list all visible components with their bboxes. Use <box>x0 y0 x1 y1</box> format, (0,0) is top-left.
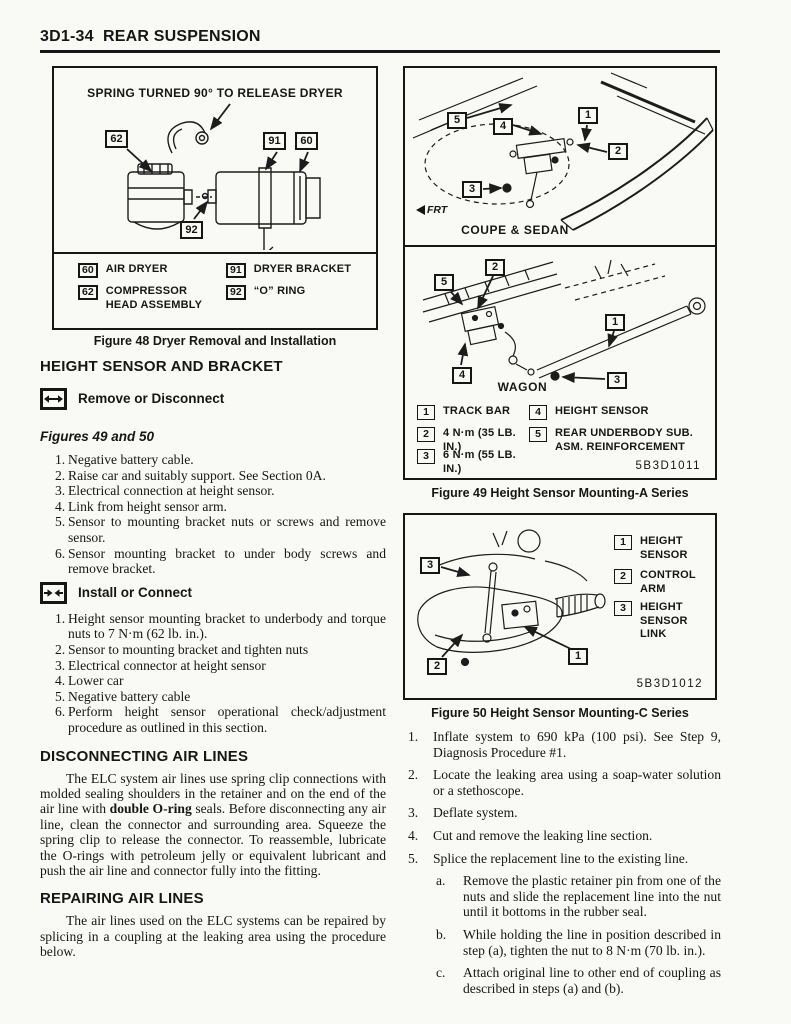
step-item: 5. Sensor to mounting bracket nuts or screws and remove sensor. <box>55 514 386 545</box>
wagon-label: WAGON <box>497 380 548 394</box>
step-item: 2. Sensor to mounting bracket and tighten nuts <box>55 641 309 657</box>
figure-50-caption: Figure 50 Height Sensor Mounting-C Series <box>431 706 689 720</box>
callout-coupe-5: 5 <box>447 112 467 129</box>
legend-item-torque-35: 2 4 N·m (35 LB. IN.) <box>417 427 535 454</box>
paragraph-text: seals. Before disconnecting any air line, clean the connector and surrounding area. Squeeze the spring clip to release the connector. To reassemble, lubricate the O-rings with petroleum jelly or equivalent lubricant and push the air line and connector fully into the fitting. <box>40 801 386 878</box>
figure-49-code: 5B3D1011 <box>635 460 701 472</box>
callout-c50-2: 2 <box>427 658 447 675</box>
legend-item-height-sensor-50: 1 HEIGHT SENSOR <box>614 535 714 562</box>
step-item: 1. Height sensor mounting bracket to underbody and torque nuts to 7 N·m (62 lb. in.). <box>55 610 386 642</box>
figure-48-legend-divider <box>54 252 376 254</box>
remove-steps-list <box>40 452 386 577</box>
callout-wagon-4: 4 <box>452 367 472 384</box>
callout-92: 92 <box>180 221 203 239</box>
page-header-title: 3D1-34 REAR SUSPENSION <box>40 28 261 45</box>
legend-item-torque-55: 3 6 N·m (55 LB. IN.) <box>417 449 535 476</box>
heading-disconnecting-air-lines: DISCONNECTING AIR LINES <box>40 747 249 765</box>
legend-item-dryer-bracket: 91 DRYER BRACKET <box>226 263 371 278</box>
callout-c50-3: 3 <box>420 557 440 574</box>
legend-box-91: 91 <box>226 263 246 278</box>
coupe-sedan-diagram <box>405 68 715 244</box>
disconnecting-paragraph <box>40 771 386 879</box>
callout-62: 62 <box>105 130 128 148</box>
callout-c50-1: 1 <box>568 648 588 665</box>
step-item: 6. Perform height sensor operational check/adjustment procedure as outlined in this section. <box>55 704 386 735</box>
remove-or-disconnect-row <box>40 388 386 410</box>
header-rule <box>40 50 720 53</box>
remove-disconnect-icon <box>40 388 67 410</box>
install-connect-label: Install or Connect <box>78 584 193 600</box>
coupe-sedan-label: COUPE & SEDAN <box>461 223 569 237</box>
callout-coupe-1: 1 <box>578 107 598 124</box>
step-item: 3. Electrical connector at height sensor <box>55 657 266 673</box>
paragraph-bold-text: double O-ring <box>109 801 192 817</box>
callout-wagon-3: 3 <box>607 372 627 389</box>
remove-disconnect-label: Remove or Disconnect <box>78 391 225 406</box>
callout-60: 60 <box>295 132 318 150</box>
legend-item-track-bar: 1 TRACK BAR <box>417 405 529 420</box>
left-column <box>40 358 386 960</box>
figure-49-section-divider <box>405 245 715 247</box>
callout-coupe-3: 3 <box>462 181 482 198</box>
legend-box-92: 92 <box>226 285 246 300</box>
legend-item-air-dryer: 60 AIR DRYER <box>78 263 218 278</box>
heading-repairing-air-lines: REPAIRING AIR LINES <box>40 890 204 908</box>
step-item: 2. Locate the leaking area using a soap-water solution or a stethoscope. <box>408 767 721 798</box>
callout-wagon-2: 2 <box>485 259 505 276</box>
legend-item-height-sensor: 4 HEIGHT SENSOR <box>529 405 704 420</box>
frt-arrow-icon <box>416 205 425 215</box>
heading-height-sensor-and-bracket: HEIGHT SENSOR AND BRACKET <box>40 358 283 375</box>
figures-reference: Figures 49 and 50 <box>40 429 155 444</box>
dryer-removal-diagram <box>54 68 375 250</box>
frt-marker <box>416 204 447 216</box>
callout-wagon-5: 5 <box>434 274 454 291</box>
legend-item-o-ring: 92 “O” RING <box>226 285 371 300</box>
substep-item: c. Attach original line to other end of coupling as described in steps (a) and (b). <box>436 965 721 996</box>
step-item: 4. Cut and remove the leaking line section. <box>408 827 653 843</box>
paragraph-text: The ELC system air lines use spring clip connections with molded sealing shoulders in the retainer and on the end of the air line with <box>40 770 386 817</box>
legend-item-compressor: 62 COMPRESSOR HEAD ASSEMBLY <box>78 285 210 312</box>
substep-item: b. While holding the line in position described in step (a), tighten the nut to 8 N·m (70 lb. in.). <box>436 926 721 958</box>
callout-coupe-2: 2 <box>608 143 628 160</box>
step-item: 2. Raise car and suitably support. See Section 0A. <box>55 467 326 483</box>
legend-item-height-sensor-link: 3 HEIGHT SENSOR LINK <box>614 601 714 642</box>
install-connect-icon <box>40 582 67 604</box>
repairing-paragraph <box>40 913 386 959</box>
figure-48 <box>52 66 378 330</box>
step-item: 3. Deflate system. <box>408 805 518 821</box>
legend-item-rear-underbody: 5 REAR UNDERBODY SUB. ASM. REINFORCEMENT <box>529 427 704 454</box>
step-item: 6. Sensor mounting bracket to under body screws and remove bracket. <box>55 545 386 577</box>
figure-49 <box>403 66 717 480</box>
paragraph-text: The air lines used on the ELC systems can be repaired by splicing in a coupling at the leaking area using the procedure below. <box>40 913 386 960</box>
step-item: 4. Lower car <box>55 673 124 689</box>
step-item: 3. Electrical connection at height sensor. <box>55 483 275 499</box>
repair-steps-list <box>403 729 721 1003</box>
figure-50 <box>403 513 717 700</box>
legend-box-62: 62 <box>78 285 98 300</box>
step-item: 4. Link from height sensor arm. <box>55 498 227 514</box>
callout-wagon-1: 1 <box>605 314 625 331</box>
step-item: 5. Negative battery cable <box>55 688 191 704</box>
step-item: 5. Splice the replacement line to the existing line. <box>408 850 689 866</box>
install-steps-list <box>40 611 386 736</box>
substep-item: a. Remove the plastic retainer pin from one of the nuts and slide the replacement line into the nut until it bottoms in the rubber seal. <box>436 873 721 920</box>
callout-coupe-4: 4 <box>493 118 513 135</box>
step-item: 1. Negative battery cable. <box>55 452 194 467</box>
install-or-connect-row <box>40 582 386 604</box>
figure-50-code: 5B3D1012 <box>636 678 703 690</box>
figure-49-caption: Figure 49 Height Sensor Mounting-A Series <box>431 486 689 500</box>
legend-box-60: 60 <box>78 263 98 278</box>
callout-91: 91 <box>263 132 286 150</box>
figure-48-caption: Figure 48 Dryer Removal and Installation <box>93 334 337 348</box>
figure-48-note: SPRING TURNED 90° TO RELEASE DRYER <box>87 86 343 100</box>
legend-item-control-arm: 2 CONTROL ARM <box>614 569 714 596</box>
step-item: 1. Inflate system to 690 kPa (100 psi). See Step 9, Diagnosis Procedure #1. <box>408 729 721 760</box>
frt-label: FRT <box>427 204 448 216</box>
